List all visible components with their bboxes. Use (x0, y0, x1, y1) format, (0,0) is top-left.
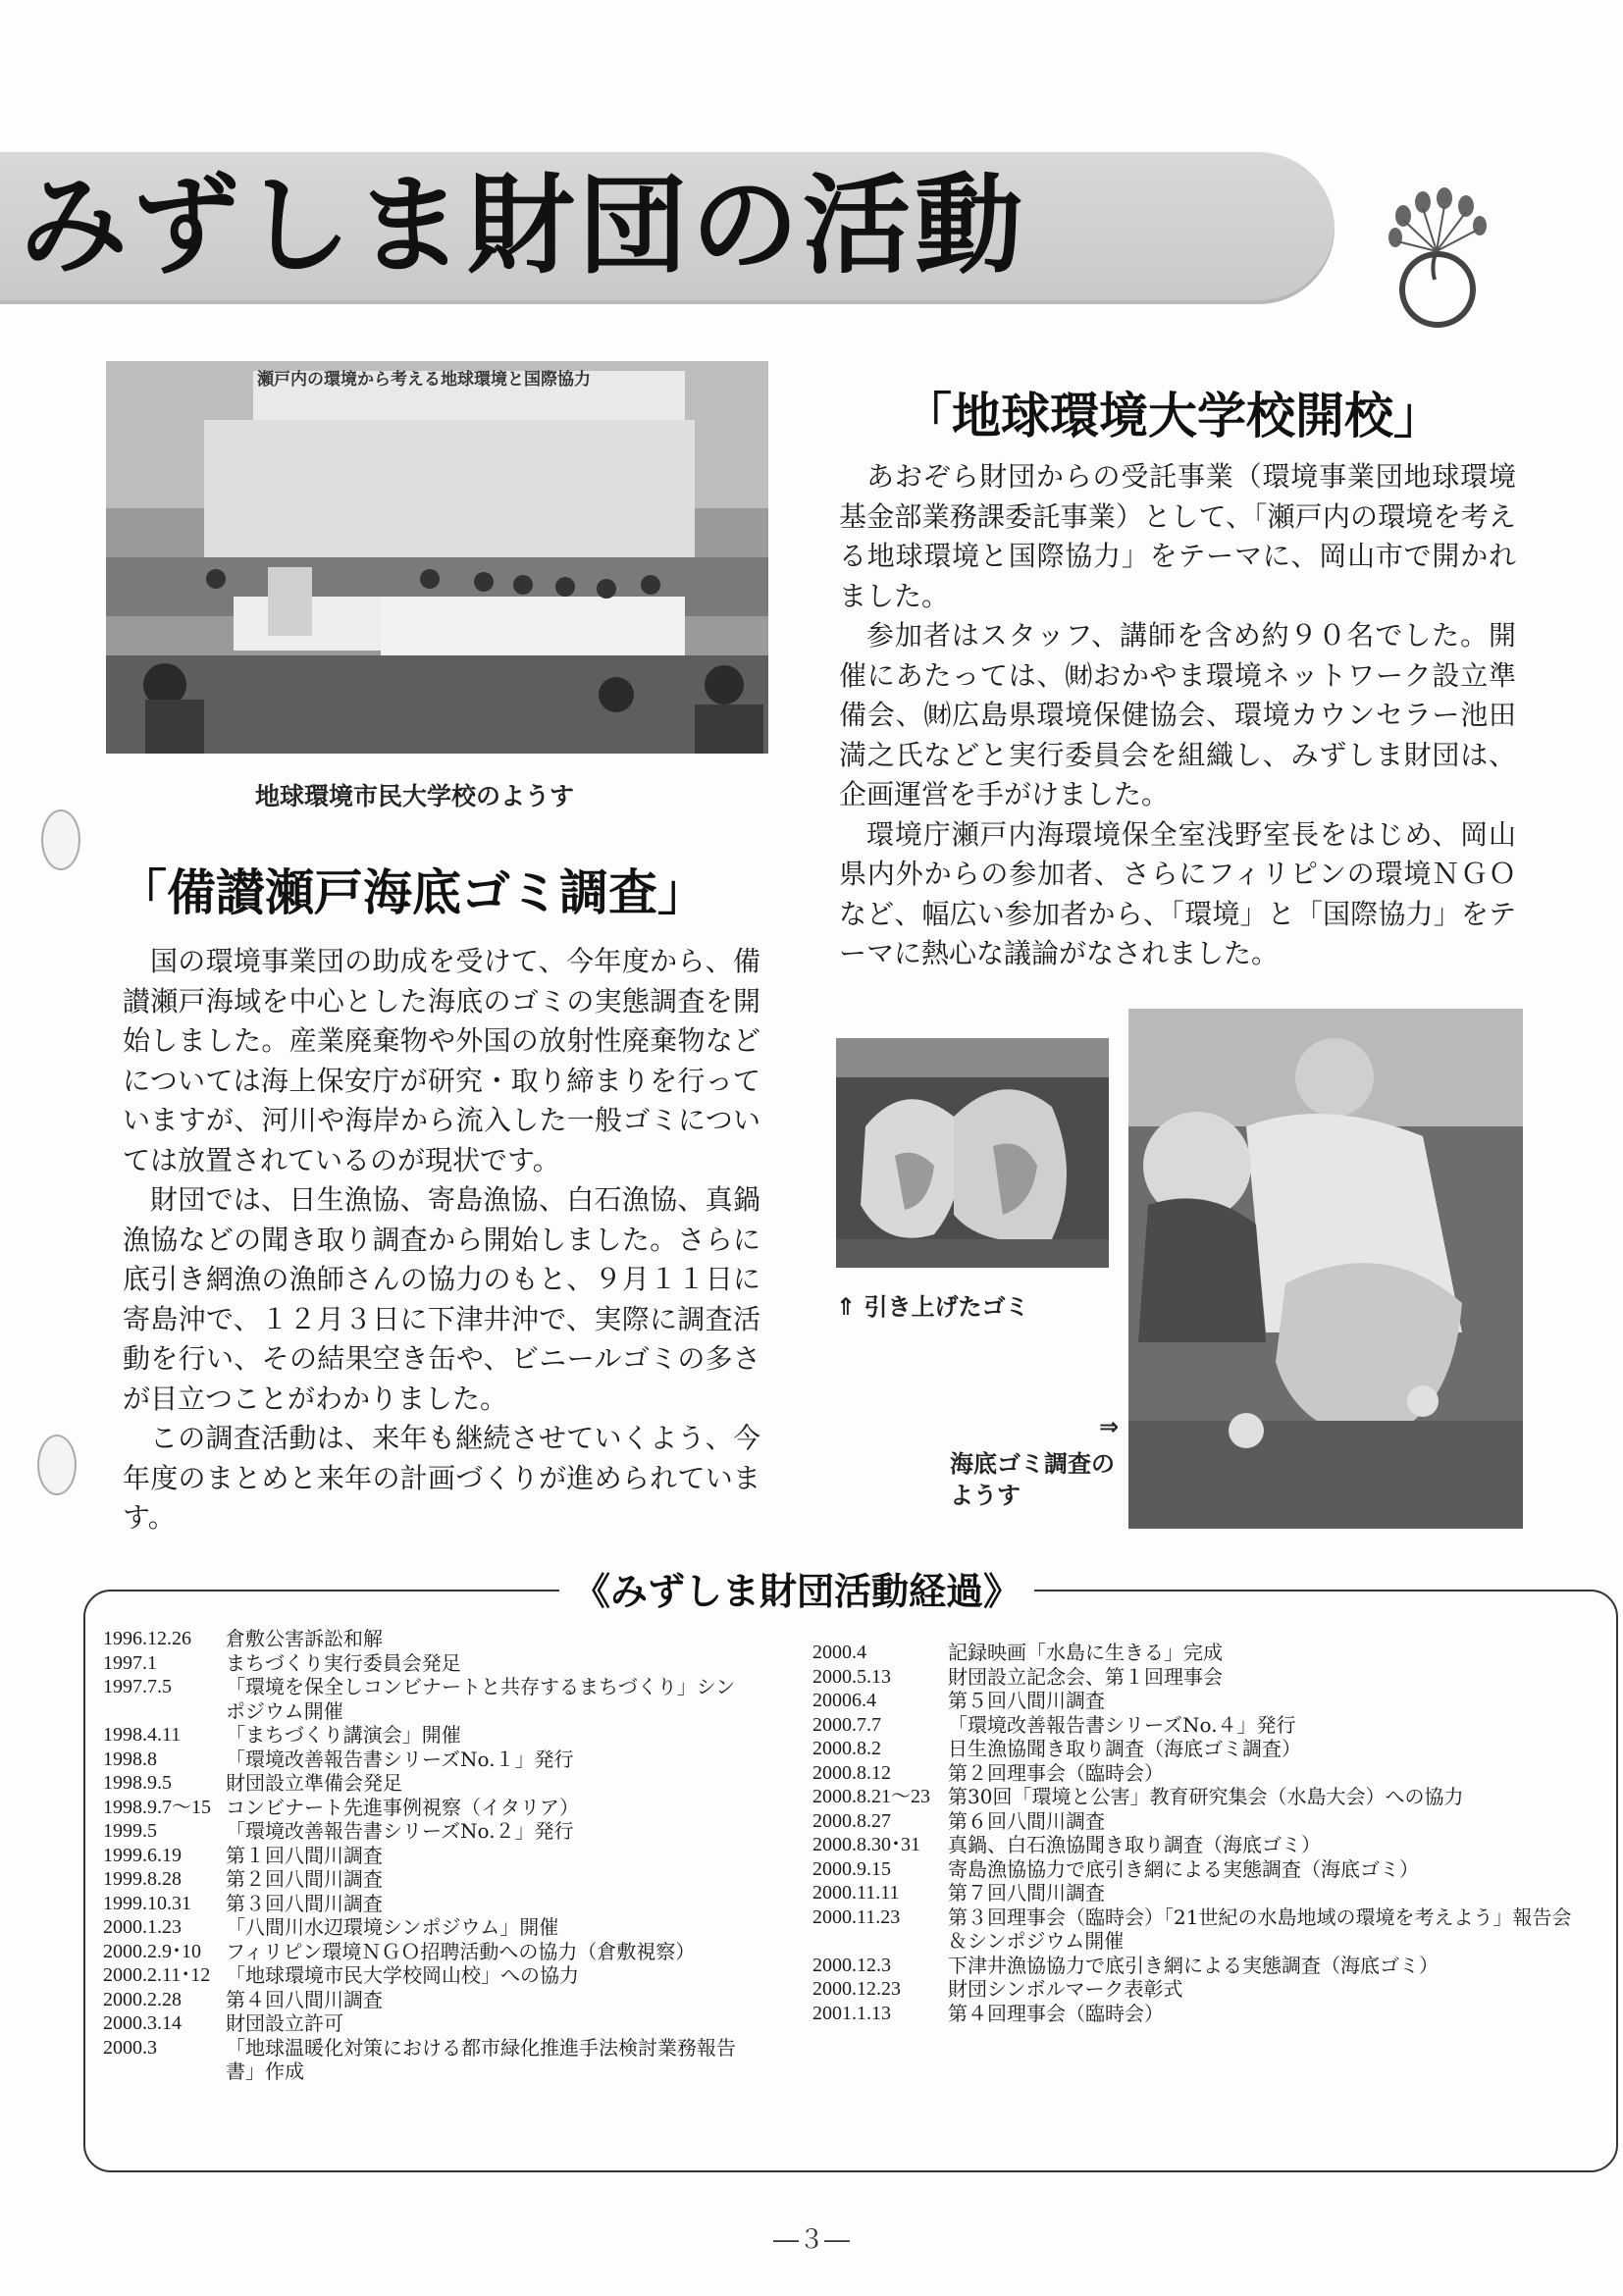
timeline-date: 2000.2.11･12 (103, 1964, 211, 1986)
conference-photo-caption: 地球環境市民大学校のようす (255, 782, 575, 810)
timeline-text: 第６回八間川調査 (948, 1808, 1105, 1833)
timeline-date: 2000.5.13 (812, 1665, 891, 1688)
timeline-text: 「地球環境市民大学校岡山校」への協力 (226, 1963, 579, 1987)
timeline-entry (103, 1651, 746, 1676)
timeline-text: 寄島漁協協力で底引き網による実態調査（海底ゴミ） (948, 1856, 1419, 1881)
timeline-date: 2000.8.27 (812, 1809, 891, 1832)
timeline-text: 第４回八間川調査 (226, 1987, 383, 2011)
timeline-entry (812, 1954, 1588, 1978)
timeline-date: 2000.2.28 (103, 1988, 182, 2010)
timeline-title: 《みずしま財団活動経過》 (559, 1568, 1034, 1615)
timeline-text: 財団設立準備会発足 (226, 1771, 402, 1795)
timeline-date: 1997.7.5 (103, 1676, 172, 1697)
timeline-entry (103, 2036, 746, 2084)
timeline-entry (103, 1771, 746, 1796)
conference-banner-text: 瀬戸内の環境から考える地球環境と国際協力 (257, 370, 591, 390)
timeline-date: 1998.8 (103, 1748, 157, 1770)
timeline-text: 第３回八間川調査 (226, 1891, 383, 1915)
timeline-entry (103, 1867, 746, 1892)
timeline-date: 1999.10.31 (103, 1892, 191, 1914)
timeline-entry (103, 1940, 746, 1964)
timeline-entry (103, 1627, 746, 1651)
seabed-survey-photo (1128, 1009, 1523, 1529)
timeline-date: 1999.8.28 (103, 1868, 182, 1890)
paragraph: あおぞら財団からの受託事業（環境事業団地球環境基金部業務課委託事業）として、「瀬戸内の環境を考える地球環境と国際協力」をテーマに、岡山市で開かれました。 (839, 460, 1516, 612)
timeline-date: 2000.12.3 (812, 1954, 891, 1976)
timeline-text: 第５回八間川調査 (948, 1689, 1105, 1712)
foundation-logo-icon (1374, 186, 1501, 334)
timeline-date: 2000.8.2 (812, 1738, 881, 1759)
timeline-text: 「環境改善報告書シリーズNo.１」発行 (226, 1747, 574, 1771)
section-heading-university: 「地球環境大学校開校」 (903, 388, 1442, 444)
timeline-entry (812, 1785, 1588, 1809)
timeline-date: 1999.6.19 (103, 1844, 182, 1866)
timeline-entry (812, 1857, 1588, 1882)
timeline-text: 倉敷公害訴訟和解 (226, 1627, 383, 1650)
section-heading-seabed-survey: 「備讃瀬戸海底ゴミ調査」 (118, 864, 707, 921)
timeline-text: 第２回八間川調査 (226, 1867, 383, 1891)
timeline-date: 2000.8.30･31 (812, 1834, 920, 1855)
timeline-text: 第30回「環境と公害」教育研究集会（水島大会）への協力 (948, 1785, 1464, 1808)
timeline-entry (812, 1977, 1588, 2002)
timeline-text: フィリピン環境ＮＧＯ招聘活動への協力（倉敷視察） (226, 1939, 696, 1963)
timeline-entry (812, 1641, 1588, 1665)
seabed-photo-caption-line1: 海底ゴミ調査の (950, 1450, 1115, 1478)
paragraph: 参加者はスタッフ、講師を含め約９０名でした。開催にあたっては、㈶おかやま環境ネットワーク設立準備会、㈶広島県環境保健協会、環境カウンセラー池田満之氏などと実行委員会を組織し、みずしま財団は、企画運営を手がけました。 (839, 619, 1516, 810)
timeline-entry (812, 1665, 1588, 1690)
timeline-date: 2000.8.12 (812, 1761, 891, 1784)
paragraph: 環境庁瀬戸内海環境保全室浅野室長をはじめ、岡山県内外からの参加者、さらにフィリピンの環境ＮＧＯなど、幅広い参加者から、「環境」と「国際協力」をテーマに熱心な議論がなされました。 (839, 817, 1516, 969)
timeline-entry (103, 1963, 746, 1988)
timeline-entry (812, 1761, 1588, 1786)
timeline-entry (812, 1713, 1588, 1738)
timeline-entry (812, 1809, 1588, 1834)
timeline-entry (103, 1844, 746, 1868)
timeline-entry (103, 1675, 746, 1723)
timeline-date: 1996.12.26 (103, 1628, 191, 1649)
timeline-entry (812, 1737, 1588, 1761)
seabed-photo-caption-line2: ようす (950, 1482, 1021, 1509)
timeline-entry (812, 2002, 1588, 2026)
timeline-date: 2001.1.13 (812, 2002, 891, 2024)
timeline-date: 2000.1.23 (103, 1916, 182, 1938)
timeline-date: 2000.3 (103, 2036, 157, 2059)
timeline-entry (812, 1881, 1588, 1905)
section-body-seabed-survey (123, 942, 760, 1539)
timeline-date: 2000.11.11 (812, 1882, 900, 1904)
timeline-text: 第４回理事会（臨時会） (948, 2001, 1164, 2025)
timeline-text: 「まちづくり講演会」開催 (226, 1723, 461, 1747)
paragraph: 財団では、日生漁協、寄島漁協、白石漁協、真鍋漁協などの聞き取り調査から開始しました。さらに底引き網漁の漁師さんの協力のもと、９月１１日に寄島沖で、１２月３日に下津井沖で、実際に調査活動を行い、その結果空き缶や、ビニールゴミの多さが目立つことがわかりました。 (123, 1183, 760, 1415)
timeline-date: 2000.12.23 (812, 1978, 901, 2000)
timeline-entry (103, 1723, 746, 1748)
timeline-text: 「環境改善報告書シリーズNo.２」発行 (226, 1819, 574, 1843)
timeline-right-column (812, 1641, 1588, 2025)
timeline-text: 第２回理事会（臨時会） (948, 1760, 1164, 1785)
timeline-text: 第３回理事会（臨時会）「21世紀の水島地域の環境を考えよう」報告会＆シンポジウム開催 (948, 1905, 1572, 1953)
timeline-date: 2000.9.15 (812, 1857, 891, 1880)
timeline-date: 1998.4.11 (103, 1724, 182, 1746)
timeline-entry (103, 1796, 746, 1820)
timeline-text: 「地球温暖化対策における都市緑化推進手法検討業務報告書」作成 (226, 2035, 736, 2083)
timeline-entry (103, 1819, 746, 1844)
timeline-text: 財団設立許可 (226, 2011, 343, 2035)
timeline-text: 財団シンボルマーク表彰式 (948, 1977, 1183, 2001)
timeline-left-column (103, 1627, 746, 2084)
garbage-bags-photo (836, 1038, 1109, 1268)
timeline-entry (103, 1748, 746, 1772)
timeline-date: 2000.3.14 (103, 2012, 182, 2034)
timeline-date: 2000.7.7 (812, 1713, 881, 1736)
paragraph: この調査活動は、来年も継続させていくよう、今年度のまとめと来年の計画づくりが進められています。 (123, 1422, 760, 1534)
section-body-university (839, 457, 1516, 974)
timeline-text: 「環境改善報告書シリーズNo.４」発行 (948, 1712, 1296, 1737)
timeline-entry (103, 1915, 746, 1940)
timeline-text: 日生漁協聞き取り調査（海底ゴミ調査） (948, 1737, 1301, 1760)
binder-hole (41, 809, 80, 870)
timeline-entry (812, 1905, 1588, 1954)
paragraph: 国の環境事業団の助成を受けて、今年度から、備讃瀬戸海域を中心とした海底のゴミの実態調査を開始しました。産業廃棄物や外国の放射性廃棄物などについては海上保安庁が研究・取り締まりを行っていますが、河川や海岸から流入した一般ゴミについては放置されているのが現状です。 (123, 945, 760, 1176)
timeline-text: 財団設立記念会、第１回理事会 (948, 1664, 1223, 1689)
timeline-text: 第７回八間川調査 (948, 1881, 1105, 1905)
timeline-text: 下津井漁協協力で底引き網による実態調査（海底ゴミ） (948, 1953, 1439, 1977)
timeline-text: 「八間川水辺環境シンポジウム」開催 (226, 1915, 559, 1939)
timeline-text: 「環境を保全しコンビナートと共存するまちづくり」シンポジウム開催 (226, 1675, 736, 1723)
page-title: みずしま財団の活動 (20, 163, 1026, 288)
timeline-date: 1998.9.5 (103, 1772, 172, 1794)
timeline-date: 20006.4 (812, 1690, 876, 1711)
timeline-date: 2000.4 (812, 1642, 866, 1663)
timeline-date: 1998.9.7～15 (103, 1796, 211, 1818)
timeline-date: 2000.8.21～23 (812, 1786, 930, 1807)
timeline-text: まちづくり実行委員会発足 (226, 1650, 461, 1675)
timeline-date: 1999.5 (103, 1820, 157, 1842)
timeline-text: 真鍋、白石漁協聞き取り調査（海底ゴミ） (948, 1833, 1321, 1856)
binder-hole (37, 1435, 77, 1495)
timeline-text: コンビナート先進事例視察（イタリア） (226, 1795, 579, 1819)
garbage-photo-caption: ⇑ 引き上げたゴミ (836, 1293, 1029, 1321)
conference-photo (106, 361, 768, 754)
timeline-entry (812, 1689, 1588, 1713)
timeline-entry (103, 1988, 746, 2012)
timeline-entry (103, 1892, 746, 1916)
timeline-text: 記録映画「水島に生きる」完成 (948, 1641, 1223, 1664)
page-number: ―３― (772, 2225, 850, 2255)
timeline-entry (103, 2011, 746, 2036)
timeline-date: 1997.1 (103, 1651, 157, 1674)
timeline-date: 2000.2.9･10 (103, 1940, 201, 1962)
timeline-date: 2000.11.23 (812, 1905, 901, 1928)
timeline-entry (812, 1833, 1588, 1857)
seabed-photo-arrow: ⇒ (1099, 1413, 1120, 1440)
timeline-text: 第１回八間川調査 (226, 1843, 383, 1867)
